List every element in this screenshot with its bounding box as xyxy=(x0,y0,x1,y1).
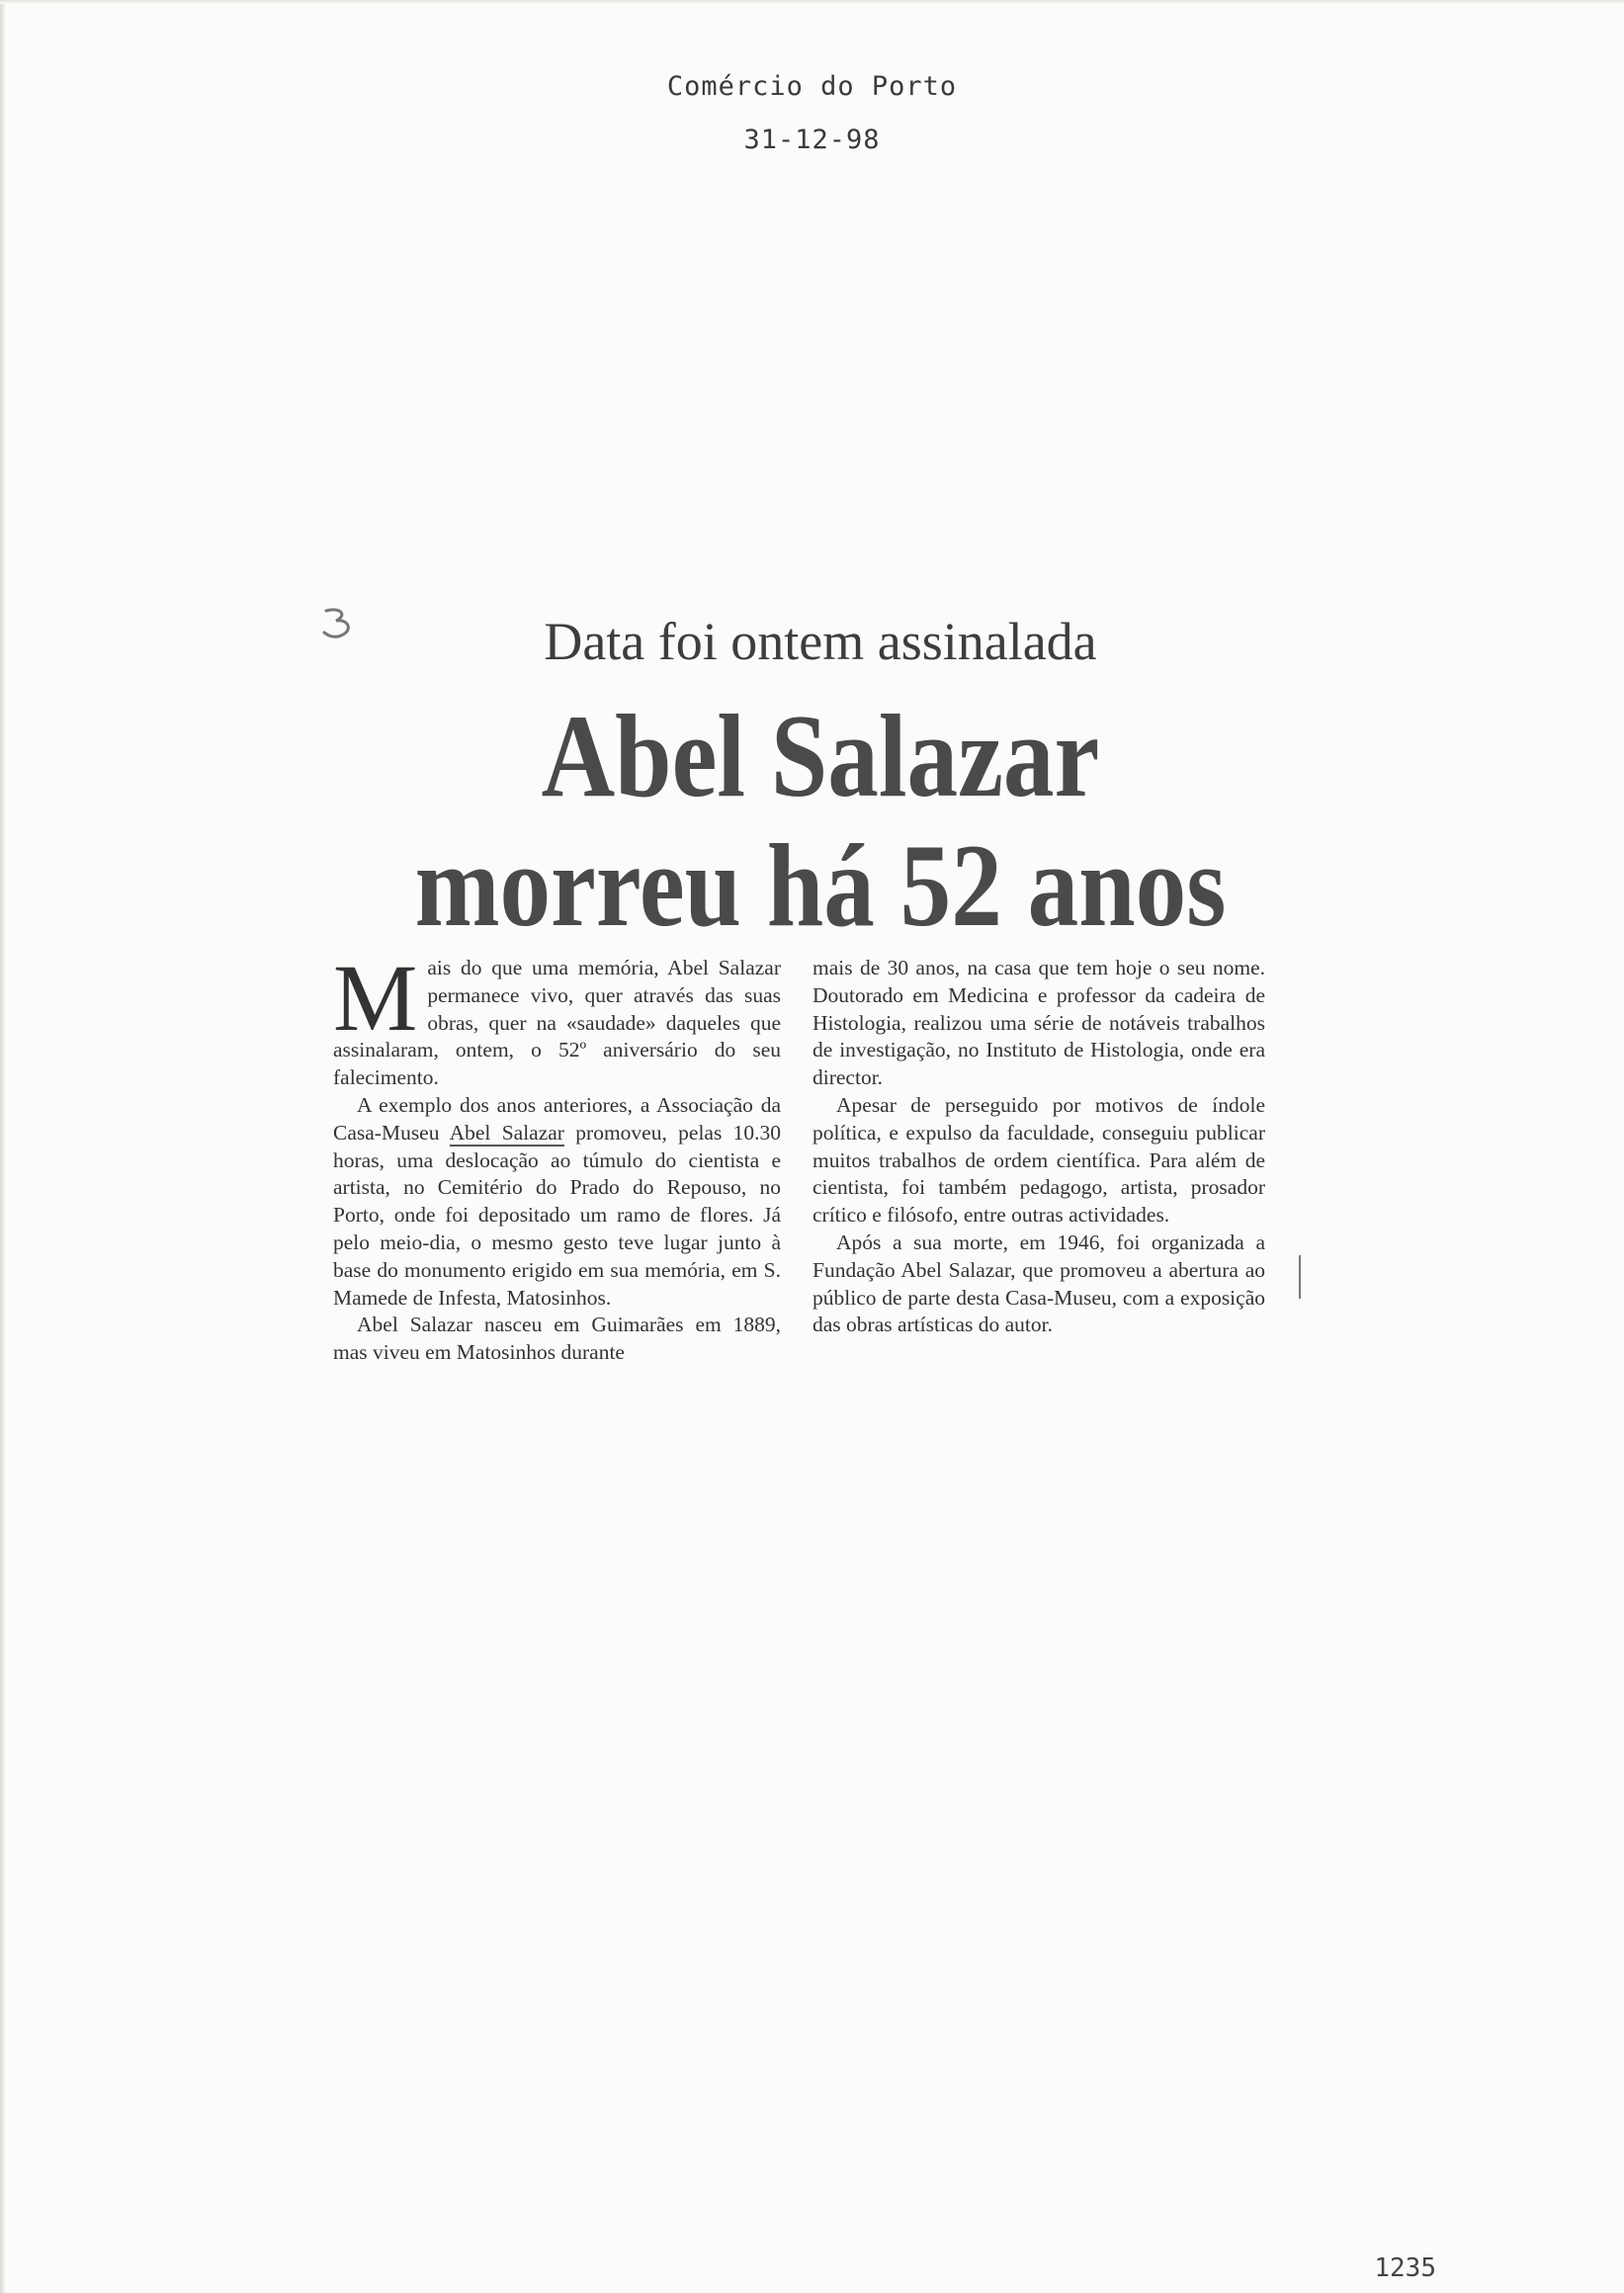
paragraph-3: Abel Salazar nasceu em Guimarães em 1889, mas viveu em Matosinhos durante xyxy=(333,1313,781,1365)
margin-mark xyxy=(1299,1255,1301,1299)
page-number: 1235 xyxy=(1374,2253,1436,2283)
paragraph-6: Após a sua morte, em 1946, foi organizada a Fundação Abel Salazar, que promoveu a abertura ao público de parte desta Casa-Museu, com a exposição das obras artísticas do autor. xyxy=(812,1230,1265,1337)
article-kicker: Data foi ontem assinalada xyxy=(544,612,1097,671)
article-column-left xyxy=(333,945,782,1367)
article-column-right xyxy=(812,955,1265,1339)
stamp-source: Comércio do Porto xyxy=(666,71,958,102)
headline-line-2: morreu há 52 anos xyxy=(414,819,1227,951)
scan-left-edge xyxy=(0,0,5,2293)
paragraph-4: mais de 30 anos, na casa que tem hoje o seu nome. Doutorado em Medicina e professor da cadeira de Histologia, realizou uma série de notáveis trabalhos de investigação, no Instituto de Histologia, onde era director. xyxy=(812,956,1265,1090)
underlined-name: Abel Salazar xyxy=(449,1120,564,1145)
paragraph-5: Apesar de perseguido por motivos de índole política, e expulso da faculdade, conseguiu publicar muitos trabalhos de ordem científica. Para além de cientista, foi também pedagogo, artista, prosador crítico e filósofo, entre outras actividades. xyxy=(812,1092,1265,1228)
scan-top-edge xyxy=(0,0,1624,4)
paragraph-2: A exemplo dos anos anteriores, a Associação da Casa-Museu Abel Salazar promoveu, pelas 10.30 horas, uma deslocação ao túmulo do cientista e artista, no Cemitério do Prado do Repouso, no Porto, onde foi depositado um ramo de flores. Já pelo meio-dia, o mesmo gesto teve lugar junto à base do monumento erigido em sua memória, em S. Mamede de Infesta, Matosinhos. xyxy=(333,1092,782,1310)
headline-line-1: Abel Salazar xyxy=(541,690,1100,821)
drop-cap: M xyxy=(333,945,418,1051)
paragraph-1: Mais do que uma memória, Abel Salazar permanece vivo, quer através das suas obras, quer na «saudade» daqueles que assinalaram, ontem, o 52º aniversário do seu falecimento. xyxy=(333,945,781,1090)
stamp-date: 31-12-98 xyxy=(743,125,881,155)
